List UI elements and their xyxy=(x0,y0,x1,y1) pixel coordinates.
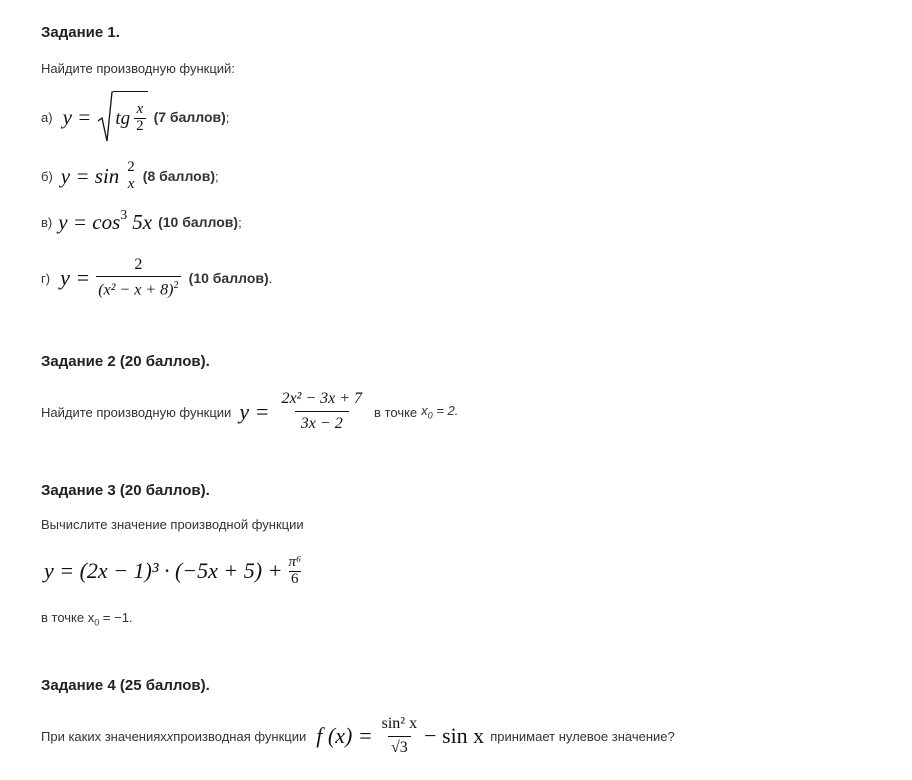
task3-frac-den: 6 xyxy=(291,570,299,587)
item-d-den-exp: 2 xyxy=(173,280,179,292)
task3-formula xyxy=(44,547,303,595)
task2-suffix: в точке xyxy=(374,404,418,420)
task4-prefix-b: производная функции xyxy=(173,728,307,744)
task4-suffix: принимает нулевое значение? xyxy=(490,728,675,744)
task1-item-a xyxy=(41,89,229,145)
task4-rest: − sin x xyxy=(424,723,485,748)
item-b-points: (8 баллов) xyxy=(142,168,215,184)
item-a-y: y = xyxy=(62,104,92,129)
task4-f: f (x) = xyxy=(316,723,373,748)
task2-num: 2x² − 3x + 7 xyxy=(281,390,363,408)
task2-point: $x_0 = 2$. xyxy=(421,403,459,421)
task3-formula-main: y = (2x − 1)³ · (−5x + 5) + xyxy=(44,558,283,583)
task3-frac-num: π⁶ xyxy=(288,553,302,570)
task4-num: sin² x xyxy=(381,714,418,732)
item-b-label: б) xyxy=(41,168,53,184)
task1-heading: Задание 1. xyxy=(41,24,120,41)
item-d-y: y = xyxy=(60,265,91,290)
task4-line xyxy=(41,709,675,763)
item-c-exp: 3 xyxy=(120,208,128,223)
item-c-label: в) xyxy=(41,214,53,230)
item-a-sqrt xyxy=(97,91,147,143)
item-d-tail: . xyxy=(268,270,273,286)
item-c-tail: ; xyxy=(238,214,242,230)
item-a-fn: tg xyxy=(115,107,131,129)
task3-heading: Задание 3 (20 баллов). xyxy=(41,482,210,499)
item-a-num: x xyxy=(136,101,144,118)
item-b-y: y = sin xyxy=(60,163,120,188)
item-a-den: 2 xyxy=(136,118,144,134)
task3-prefix: Вычислите значение производной функции xyxy=(41,517,304,532)
task4-prefix-a: При каких значениях xyxy=(41,728,167,744)
item-a-label: а) xyxy=(41,109,53,125)
task2-heading: Задание 2 (20 баллов). xyxy=(41,353,210,370)
task2-y: y = xyxy=(239,399,270,424)
item-b-tail: ; xyxy=(214,168,219,184)
item-b-den: x xyxy=(127,175,135,192)
task2-line xyxy=(41,386,458,438)
radical-sign-icon xyxy=(97,91,113,143)
task2-prefix: Найдите производную функции xyxy=(41,404,232,420)
item-d-points: (10 баллов) xyxy=(188,270,269,286)
task1-item-b xyxy=(41,154,219,198)
item-c-arg: 5x xyxy=(132,209,153,234)
item-c-points: (10 баллов) xyxy=(158,214,239,230)
task1-item-d xyxy=(41,249,272,307)
task2-den: 3x − 2 xyxy=(295,411,349,433)
task1-intro: Найдите производную функций: xyxy=(41,61,235,76)
item-a-points: (7 баллов) xyxy=(153,109,226,125)
task4-heading: Задание 4 (25 баллов). xyxy=(41,677,210,694)
task3-point: в точке $x_0 = -1$. xyxy=(41,610,133,628)
task4-den: √3 xyxy=(388,736,411,757)
task1-item-c xyxy=(41,206,242,238)
item-a-tail: ; xyxy=(225,109,230,125)
item-d-den: (x² − x + 8) xyxy=(98,281,174,299)
item-b-num: 2 xyxy=(127,158,135,175)
item-d-num: 2 xyxy=(134,255,143,273)
item-c-y: y = cos xyxy=(58,209,121,234)
item-d-label: г) xyxy=(41,270,51,286)
task4-prefix-var: x xyxy=(166,728,174,744)
